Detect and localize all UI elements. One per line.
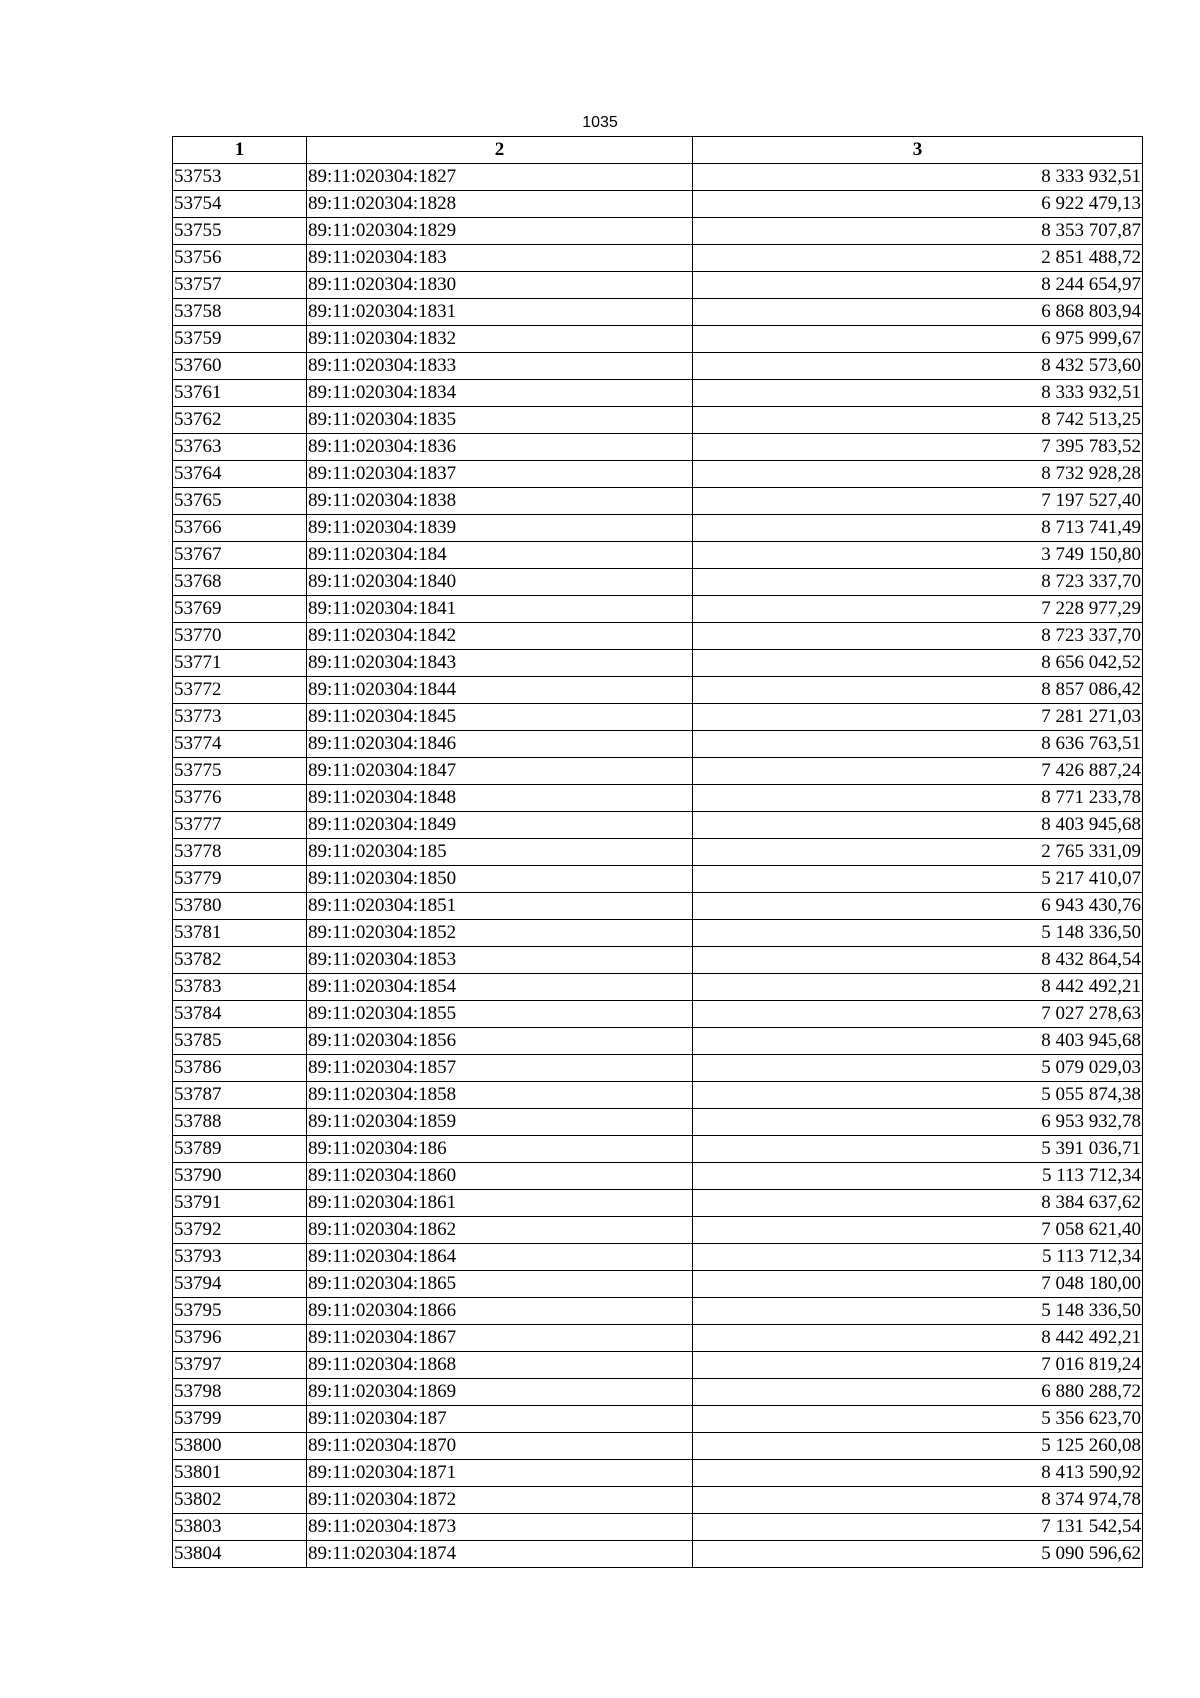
- table-row: [173, 245, 1143, 272]
- cadastral-value-cell: 8 771 233,78: [693, 785, 1143, 812]
- table-row: [173, 1514, 1143, 1541]
- cadastral-number-cell: 89:11:020304:185: [307, 839, 693, 866]
- row-number-cell: 53767: [173, 542, 307, 569]
- row-number-cell: 53801: [173, 1460, 307, 1487]
- table-row: [173, 191, 1143, 218]
- cadastral-number-cell: 89:11:020304:1840: [307, 569, 693, 596]
- cadastral-number-cell: 89:11:020304:1842: [307, 623, 693, 650]
- table-row: [173, 920, 1143, 947]
- row-number-cell: 53759: [173, 326, 307, 353]
- cadastral-value-cell: 8 374 974,78: [693, 1487, 1143, 1514]
- cadastral-number-cell: 89:11:020304:1866: [307, 1298, 693, 1325]
- cadastral-value-cell: 8 742 513,25: [693, 407, 1143, 434]
- cadastral-number-cell: 89:11:020304:1862: [307, 1217, 693, 1244]
- cadastral-number-cell: 89:11:020304:1849: [307, 812, 693, 839]
- row-number-cell: 53758: [173, 299, 307, 326]
- row-number-cell: 53776: [173, 785, 307, 812]
- cadastral-number-cell: 89:11:020304:1837: [307, 461, 693, 488]
- cadastral-number-cell: 89:11:020304:1836: [307, 434, 693, 461]
- table-row: [173, 1487, 1143, 1514]
- cadastral-value-cell: 6 880 288,72: [693, 1379, 1143, 1406]
- table-row: [173, 299, 1143, 326]
- row-number-cell: 53756: [173, 245, 307, 272]
- row-number-cell: 53766: [173, 515, 307, 542]
- row-number-cell: 53790: [173, 1163, 307, 1190]
- cadastral-value-cell: 8 713 741,49: [693, 515, 1143, 542]
- cadastral-value-cell: 7 281 271,03: [693, 704, 1143, 731]
- row-number-cell: 53762: [173, 407, 307, 434]
- row-number-cell: 53800: [173, 1433, 307, 1460]
- cadastral-number-cell: 89:11:020304:184: [307, 542, 693, 569]
- cadastral-number-cell: 89:11:020304:1829: [307, 218, 693, 245]
- table-row: [173, 704, 1143, 731]
- row-number-cell: 53775: [173, 758, 307, 785]
- cadastral-value-cell: 5 217 410,07: [693, 866, 1143, 893]
- cadastral-value-cell: 5 055 874,38: [693, 1082, 1143, 1109]
- cadastral-number-cell: 89:11:020304:1869: [307, 1379, 693, 1406]
- cadastral-value-cell: 8 413 590,92: [693, 1460, 1143, 1487]
- row-number-cell: 53768: [173, 569, 307, 596]
- cadastral-number-cell: 89:11:020304:1854: [307, 974, 693, 1001]
- cadastral-value-cell: 7 016 819,24: [693, 1352, 1143, 1379]
- cadastral-value-cell: 8 333 932,51: [693, 380, 1143, 407]
- table-row: [173, 866, 1143, 893]
- cadastral-value-cell: 8 432 573,60: [693, 353, 1143, 380]
- cadastral-number-cell: 89:11:020304:1853: [307, 947, 693, 974]
- cadastral-value-cell: 7 131 542,54: [693, 1514, 1143, 1541]
- table-row: [173, 1082, 1143, 1109]
- table-header: [173, 137, 1143, 164]
- cadastral-value-cell: 5 090 596,62: [693, 1541, 1143, 1568]
- row-number-cell: 53771: [173, 650, 307, 677]
- table-row: [173, 1406, 1143, 1433]
- cadastral-value-cell: 6 868 803,94: [693, 299, 1143, 326]
- table-row: [173, 1136, 1143, 1163]
- table-row: [173, 542, 1143, 569]
- cadastral-value-cell: 8 442 492,21: [693, 974, 1143, 1001]
- page-number: 1035: [582, 114, 618, 131]
- cadastral-value-cell: 8 732 928,28: [693, 461, 1143, 488]
- table-row: [173, 407, 1143, 434]
- cadastral-number-cell: 89:11:020304:1864: [307, 1244, 693, 1271]
- cadastral-number-cell: 89:11:020304:1827: [307, 164, 693, 191]
- cadastral-value-cell: 5 125 260,08: [693, 1433, 1143, 1460]
- cadastral-value-cell: 7 197 527,40: [693, 488, 1143, 515]
- cadastral-number-cell: 89:11:020304:1865: [307, 1271, 693, 1298]
- cadastral-value-cell: 5 148 336,50: [693, 920, 1143, 947]
- table-row: [173, 488, 1143, 515]
- table-row: [173, 461, 1143, 488]
- row-number-cell: 53769: [173, 596, 307, 623]
- cadastral-value-cell: 8 244 654,97: [693, 272, 1143, 299]
- cadastral-value-cell: 8 442 492,21: [693, 1325, 1143, 1352]
- row-number-cell: 53789: [173, 1136, 307, 1163]
- table-row: [173, 1217, 1143, 1244]
- cadastral-value-cell: 7 395 783,52: [693, 434, 1143, 461]
- table-row: [173, 1028, 1143, 1055]
- cadastral-number-cell: 89:11:020304:1870: [307, 1433, 693, 1460]
- table-row: [173, 596, 1143, 623]
- row-number-cell: 53794: [173, 1271, 307, 1298]
- row-number-cell: 53772: [173, 677, 307, 704]
- row-number-cell: 53786: [173, 1055, 307, 1082]
- table-row: [173, 326, 1143, 353]
- row-number-cell: 53777: [173, 812, 307, 839]
- row-number-cell: 53793: [173, 1244, 307, 1271]
- table-row: [173, 758, 1143, 785]
- table-row: [173, 1352, 1143, 1379]
- cadastral-number-cell: 89:11:020304:1830: [307, 272, 693, 299]
- cadastral-value-cell: 5 391 036,71: [693, 1136, 1143, 1163]
- row-number-cell: 53773: [173, 704, 307, 731]
- cadastral-value-cell: 3 749 150,80: [693, 542, 1143, 569]
- cadastral-value-cell: 6 953 932,78: [693, 1109, 1143, 1136]
- cadastral-value-cell: 8 403 945,68: [693, 812, 1143, 839]
- table-row: [173, 353, 1143, 380]
- cadastral-value-cell: 8 857 086,42: [693, 677, 1143, 704]
- row-number-cell: 53757: [173, 272, 307, 299]
- header-row: [173, 137, 1143, 164]
- table-row: [173, 1244, 1143, 1271]
- table-row: [173, 164, 1143, 191]
- table-row: [173, 1460, 1143, 1487]
- cadastral-value-cell: 7 228 977,29: [693, 596, 1143, 623]
- table-row: [173, 1190, 1143, 1217]
- row-number-cell: 53798: [173, 1379, 307, 1406]
- cadastral-value-cell: 7 426 887,24: [693, 758, 1143, 785]
- cadastral-number-cell: 89:11:020304:1861: [307, 1190, 693, 1217]
- table-row: [173, 380, 1143, 407]
- cadastral-value-cell: 5 113 712,34: [693, 1244, 1143, 1271]
- cadastral-value-cell: 7 058 621,40: [693, 1217, 1143, 1244]
- table-row: [173, 1109, 1143, 1136]
- table-row: [173, 1271, 1143, 1298]
- cadastral-number-cell: 89:11:020304:1832: [307, 326, 693, 353]
- table-row: [173, 1163, 1143, 1190]
- row-number-cell: 53761: [173, 380, 307, 407]
- cadastral-value-cell: 8 656 042,52: [693, 650, 1143, 677]
- table-row: [173, 623, 1143, 650]
- row-number-cell: 53788: [173, 1109, 307, 1136]
- cadastral-value-cell: 6 922 479,13: [693, 191, 1143, 218]
- cadastral-value-cell: 5 079 029,03: [693, 1055, 1143, 1082]
- row-number-cell: 53803: [173, 1514, 307, 1541]
- row-number-cell: 53782: [173, 947, 307, 974]
- row-number-cell: 53779: [173, 866, 307, 893]
- row-number-cell: 53770: [173, 623, 307, 650]
- cadastral-number-cell: 89:11:020304:1872: [307, 1487, 693, 1514]
- row-number-cell: 53791: [173, 1190, 307, 1217]
- cadastral-number-cell: 89:11:020304:1828: [307, 191, 693, 218]
- table-row: [173, 1055, 1143, 1082]
- cadastral-value-cell: 2 851 488,72: [693, 245, 1143, 272]
- row-number-cell: 53785: [173, 1028, 307, 1055]
- row-number-cell: 53804: [173, 1541, 307, 1568]
- table-row: [173, 434, 1143, 461]
- row-number-cell: 53778: [173, 839, 307, 866]
- table-body: [173, 164, 1143, 1568]
- cadastral-number-cell: 89:11:020304:1838: [307, 488, 693, 515]
- row-number-cell: 53787: [173, 1082, 307, 1109]
- cadastral-value-cell: 8 723 337,70: [693, 623, 1143, 650]
- cadastral-number-cell: 89:11:020304:1852: [307, 920, 693, 947]
- cadastral-number-cell: 89:11:020304:1859: [307, 1109, 693, 1136]
- cadastral-number-cell: 89:11:020304:1855: [307, 1001, 693, 1028]
- cadastral-number-cell: 89:11:020304:1848: [307, 785, 693, 812]
- table-row: [173, 272, 1143, 299]
- cadastral-number-cell: 89:11:020304:1839: [307, 515, 693, 542]
- table-row: [173, 1433, 1143, 1460]
- table-row: [173, 569, 1143, 596]
- row-number-cell: 53783: [173, 974, 307, 1001]
- cadastral-value-cell: 8 333 932,51: [693, 164, 1143, 191]
- table-row: [173, 677, 1143, 704]
- cadastral-number-cell: 89:11:020304:1844: [307, 677, 693, 704]
- row-number-cell: 53799: [173, 1406, 307, 1433]
- cadastral-number-cell: 89:11:020304:183: [307, 245, 693, 272]
- cadastral-number-cell: 89:11:020304:1841: [307, 596, 693, 623]
- table-row: [173, 650, 1143, 677]
- cadastral-value-cell: 7 048 180,00: [693, 1271, 1143, 1298]
- cadastral-value-cell: 7 027 278,63: [693, 1001, 1143, 1028]
- cadastral-number-cell: 89:11:020304:1874: [307, 1541, 693, 1568]
- row-number-cell: 53792: [173, 1217, 307, 1244]
- cadastral-number-cell: 89:11:020304:1860: [307, 1163, 693, 1190]
- cadastral-value-cell: 5 356 623,70: [693, 1406, 1143, 1433]
- table-row: [173, 1379, 1143, 1406]
- row-number-cell: 53781: [173, 920, 307, 947]
- cadastral-number-cell: 89:11:020304:1843: [307, 650, 693, 677]
- cadastral-number-cell: 89:11:020304:1873: [307, 1514, 693, 1541]
- cadastral-number-cell: 89:11:020304:1846: [307, 731, 693, 758]
- row-number-cell: 53795: [173, 1298, 307, 1325]
- row-number-cell: 53764: [173, 461, 307, 488]
- cadastral-number-cell: 89:11:020304:1857: [307, 1055, 693, 1082]
- row-number-cell: 53780: [173, 893, 307, 920]
- cadastral-number-cell: 89:11:020304:186: [307, 1136, 693, 1163]
- cadastral-value-cell: 8 403 945,68: [693, 1028, 1143, 1055]
- table-row: [173, 218, 1143, 245]
- cadastral-value-table: [172, 136, 1143, 1568]
- column-header-1: 1: [173, 137, 307, 164]
- table-row: [173, 1298, 1143, 1325]
- row-number-cell: 53765: [173, 488, 307, 515]
- cadastral-number-cell: 89:11:020304:1858: [307, 1082, 693, 1109]
- column-header-3: 3: [693, 137, 1143, 164]
- cadastral-value-cell: 6 975 999,67: [693, 326, 1143, 353]
- table-row: [173, 812, 1143, 839]
- table-row: [173, 839, 1143, 866]
- table-row: [173, 731, 1143, 758]
- row-number-cell: 53755: [173, 218, 307, 245]
- cadastral-number-cell: 89:11:020304:1831: [307, 299, 693, 326]
- table-row: [173, 1001, 1143, 1028]
- cadastral-value-cell: 6 943 430,76: [693, 893, 1143, 920]
- table-row: [173, 947, 1143, 974]
- row-number-cell: 53754: [173, 191, 307, 218]
- cadastral-number-cell: 89:11:020304:1834: [307, 380, 693, 407]
- cadastral-number-cell: 89:11:020304:1867: [307, 1325, 693, 1352]
- table-row: [173, 785, 1143, 812]
- cadastral-value-cell: 5 113 712,34: [693, 1163, 1143, 1190]
- row-number-cell: 53763: [173, 434, 307, 461]
- cadastral-number-cell: 89:11:020304:1856: [307, 1028, 693, 1055]
- cadastral-value-cell: 8 353 707,87: [693, 218, 1143, 245]
- cadastral-value-cell: 5 148 336,50: [693, 1298, 1143, 1325]
- table-row: [173, 893, 1143, 920]
- table-row: [173, 1541, 1143, 1568]
- row-number-cell: 53797: [173, 1352, 307, 1379]
- table-row: [173, 1325, 1143, 1352]
- cadastral-value-cell: 8 384 637,62: [693, 1190, 1143, 1217]
- cadastral-number-cell: 89:11:020304:1833: [307, 353, 693, 380]
- row-number-cell: 53753: [173, 164, 307, 191]
- cadastral-value-cell: 2 765 331,09: [693, 839, 1143, 866]
- table-row: [173, 515, 1143, 542]
- row-number-cell: 53796: [173, 1325, 307, 1352]
- cadastral-value-cell: 8 723 337,70: [693, 569, 1143, 596]
- cadastral-number-cell: 89:11:020304:1851: [307, 893, 693, 920]
- table-row: [173, 974, 1143, 1001]
- cadastral-number-cell: 89:11:020304:1845: [307, 704, 693, 731]
- row-number-cell: 53784: [173, 1001, 307, 1028]
- cadastral-value-cell: 8 432 864,54: [693, 947, 1143, 974]
- cadastral-number-cell: 89:11:020304:1850: [307, 866, 693, 893]
- cadastral-number-cell: 89:11:020304:187: [307, 1406, 693, 1433]
- column-header-2: 2: [307, 137, 693, 164]
- cadastral-number-cell: 89:11:020304:1871: [307, 1460, 693, 1487]
- cadastral-number-cell: 89:11:020304:1835: [307, 407, 693, 434]
- cadastral-number-cell: 89:11:020304:1847: [307, 758, 693, 785]
- cadastral-number-cell: 89:11:020304:1868: [307, 1352, 693, 1379]
- cadastral-value-cell: 8 636 763,51: [693, 731, 1143, 758]
- row-number-cell: 53802: [173, 1487, 307, 1514]
- row-number-cell: 53774: [173, 731, 307, 758]
- row-number-cell: 53760: [173, 353, 307, 380]
